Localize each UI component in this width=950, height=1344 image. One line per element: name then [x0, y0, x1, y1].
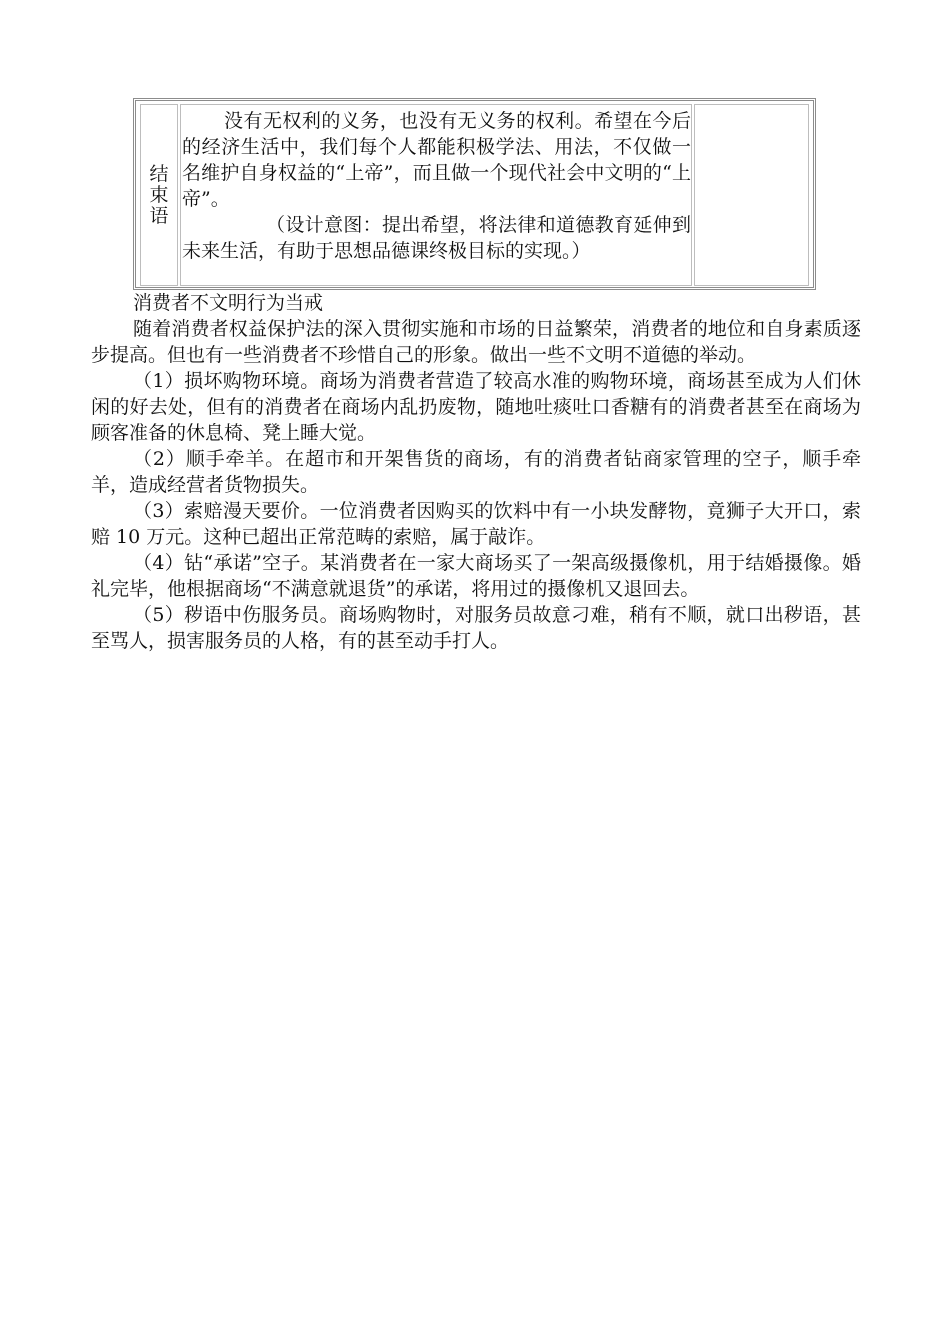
lesson-table — [133, 98, 816, 290]
table-label-cell — [140, 104, 178, 286]
closing-paragraph: 没有无权利的义务，也没有无义务的权利。希望在今后的经济生活中，我们每个人都能积极学法、用法，不仅做一名维护自身权益的“上帝”，而且做一个现代社会中文明的“上帝”。 — [182, 110, 691, 210]
table-content-cell — [180, 104, 692, 286]
design-intent-paragraph: （设计意图：提出希望，将法律和道德教育延伸到未来生活，有助于思想品德课终极目标的实现。） — [182, 214, 691, 262]
list-item: （4）钻“承诺”空子。某消费者在一家大商场买了一架高级摄像机，用于结婚摄像。婚礼完毕，他根据商场“不满意就退货”的承诺，将用过的摄像机又退回去。 — [91, 552, 861, 600]
list-item: （3）索赔漫天要价。一位消费者因购买的饮料中有一小块发酵物，竟狮子大开口，索赔 10 万元。这种已超出正常范畴的索赔，属于敲诈。 — [91, 500, 861, 548]
table-empty-cell — [694, 104, 809, 286]
article — [91, 290, 861, 654]
article-intro: 随着消费者权益保护法的深入贯彻实施和市场的日益繁荣，消费者的地位和自身素质逐步提高。但也有一些消费者不珍惜自己的形象。做出一些不文明不道德的举动。 — [91, 318, 861, 366]
article-title: 消费者不文明行为当戒 — [133, 292, 324, 314]
list-item: （2）顺手牵羊。在超市和开架售货的商场，有的消费者钻商家管理的空子，顺手牵羊，造成经营者货物损失。 — [91, 448, 861, 496]
table-label: 结束语 — [149, 162, 169, 227]
list-item: （1）损坏购物环境。商场为消费者营造了较高水准的购物环境，商场甚至成为人们休闲的好去处，但有的消费者在商场内乱扔废物，随地吐痰吐口香糖有的消费者甚至在商场为顾客准备的休息椅、凳上睡大觉。 — [91, 370, 861, 444]
list-item: （5）秽语中伤服务员。商场购物时，对服务员故意刁难，稍有不顺，就口出秽语，甚至骂人，损害服务员的人格，有的甚至动手打人。 — [91, 604, 861, 652]
